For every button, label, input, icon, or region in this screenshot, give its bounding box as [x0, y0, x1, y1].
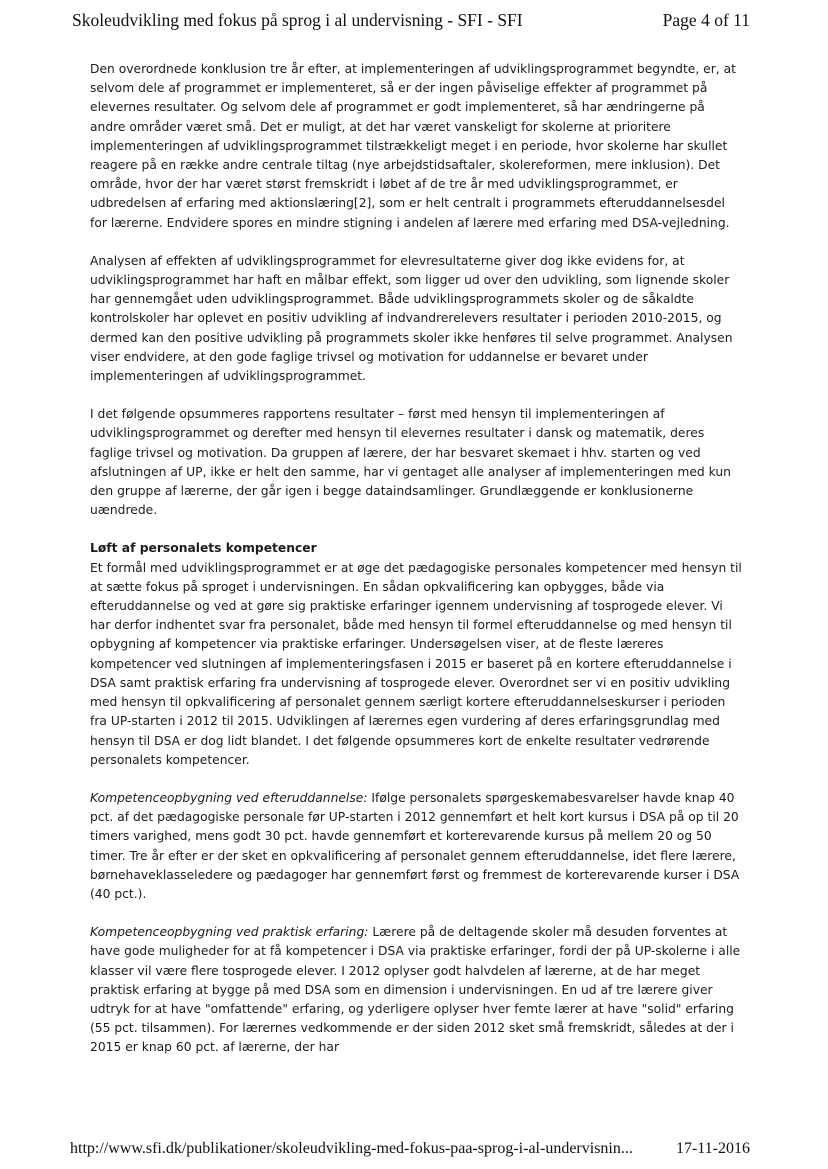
paragraph-practical-experience: [90, 923, 744, 1057]
paragraph-text: Ifølge personalets spørgeskemabesvarelser havde knap 40 pct. af det pædagogiske personale før UP-starten i 2012 gennemført et helt kort kursus i DSA på op til 20 timers varighed, mens godt 30 pct. havde gennemført et korterevarende kursus på mellem 20 og 50 timer. Tre år efter er der sket en opkvalificering af personalet gennem efteruddannelse, idet flere lærere, børnehaveklasseledere og pædagoger har gennemført først og fremmest de korterevarende kurser i DSA (40 pct.).: [90, 790, 740, 901]
paragraph-summary-intro: I det følgende opsummeres rapportens resultater – først med hensyn til implementeringen af udviklingsprogrammet og derefter med hensyn til elevernes resultater i dansk og matematik, deres faglige trivsel og motivation. Da gruppen af lærere, der har besvaret skemaet i hhv. starten og ved afslutningen af UP, ikke er helt den samme, har vi gentaget alle analyser af implementeringen med kun den gruppe af lærerne, der går igen i begge dataindsamlinger. Grundlæggende er konklusionerne uændrede.: [90, 407, 731, 518]
footer-date: 17-11-2016: [675, 1140, 750, 1157]
paragraph-conclusion: Den overordnede konklusion tre år efter, at implementeringen af udviklingsprogrammet begyndte, er, at selvom dele af programmet er implementeret, så er der ingen påviselige effekter af programmet på elevernes resultater. Og selvom dele af programmet er godt implementeret, så har ændringerne på andre områder været små. Det er muligt, at det har været vanskeligt for skolerne at prioritere implementeringen af udviklingsprogrammet tilstrækkeligt meget i en periode, hvor skolerne har skullet reagere på en række andre centrale tiltag (nye arbejdstidsaftaler, skolereformen, mere inklusion). Det område, hvor der har været størst fremskridt i løbet af de tre år med udviklingsprogrammet, er udbredelsen af erfaring med aktionslæring[2], som er helt centralt i programmets efteruddannelsesdel for lærerne. Endvidere spores en mindre stigning i andelen af lærere med erfaring med DSA-vejledning.: [90, 62, 736, 230]
paragraph-label: Kompetenceopbygning ved efteruddannelse:: [90, 790, 368, 805]
paragraph-staff-competence: Et formål med udviklingsprogrammet er at øge det pædagogiske personales kompetencer med hensyn til at sætte fokus på sproget i undervisningen. En sådan opkvalificering kan opbygges, både via efteruddannelse og ved at gøre sig praktiske erfaringer igennem undervisning af tosprogede elever. Vi har derfor indhentet svar fra personalet, både med hensyn til formel efteruddannelse og med hensyn til opbygning af kompetencer via praktiske erfaringer. Undersøgelsen viser, at de fleste læreres kompetencer ved slutningen af implementeringsfasen i 2015 er baseret på en kortere efteruddannelse i DSA samt praktisk erfaring fra undervisning af tosprogede elever. Overordnet ser vi en positiv udvikling med hensyn til opkvalificering af personalet gennem særligt kortere efteruddannelseskurser i perioden fra UP-starten i 2012 til 2015. Udviklingen af lærernes egen vurdering af deres erfaringsgrundlag med hensyn til DSA er dog lidt blandet. I det følgende opsummeres kort de enkelte resultater vedrørende personalets kompetencer.: [90, 560, 742, 767]
paragraph-label: Kompetenceopbygning ved praktisk erfaring:: [90, 925, 369, 940]
paragraph-text: Lærere på de deltagende skoler må desuden forventes at have gode muligheder for at få kompetencer i DSA via praktiske erfaringer, fordi der på UP-skolerne i alle klasser vil være flere tosprogede elever. I 2012 oplyser godt halvdelen af lærerne, at de har meget praktisk erfaring at bygge på med DSA som en dimension i undervisningen. En ud af tre lærere giver udtryk for at have "omfattende" erfaring, og yderligere oplyser hver femte lærer at have "solid" erfaring (55 pct. tilsammen). For lærernes vedkommende er der siden 2012 sket små fremskridt, således at der i 2015 er knap 60 pct. af lærerne, der har: [90, 925, 741, 1055]
paragraph-continuing-education: [90, 789, 744, 904]
footer-url: http://www.sfi.dk/publikationer/skoleudvikling-med-fokus-paa-sprog-i-al-undervisnin...: [70, 1140, 633, 1157]
paragraph-effect-analysis: Analysen af effekten af udviklingsprogrammet for elevresultaterne giver dog ikke evidens for, at udviklingsprogrammet har haft en målbar effekt, som ligger ud over den udvikling, som lignende skoler har gennemgået uden udviklingsprogrammet. Både udviklingsprogrammets skoler og de såkaldte kontrolskoler har oplevet en positiv udvikling af indvandrerelevers resultater i perioden 2010-2015, og dermed kan den positive udvikling på programmets skoler ikke henføres til selve programmet. Analysen viser endvidere, at den gode faglige trivsel og motivation for uddannelse er bevaret under implementeringen af udviklingsprogrammet.: [90, 253, 733, 384]
section-heading: Løft af personalets kompetencer: [90, 541, 317, 556]
page-number: Page 4 of 11: [662, 10, 750, 30]
document-body: [90, 60, 744, 1058]
page-header-title: Skoleudvikling med fokus på sprog i al undervisning - SFI - SFI: [72, 10, 523, 30]
